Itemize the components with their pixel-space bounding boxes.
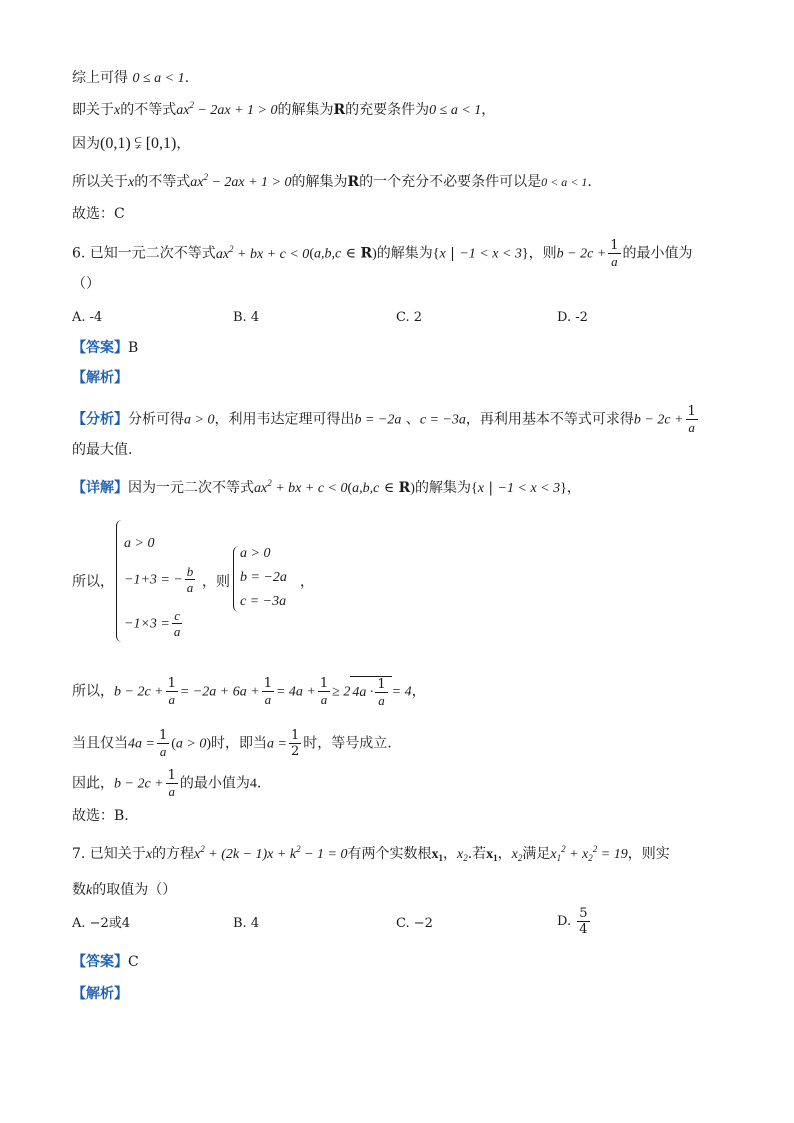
text-line: 即关于x的不等式$ax^2 - 2ax + 1 > 0$的解集为R的充要条件为0 ≤ a < 1， [72,100,496,118]
option-c: C. 2 [396,310,423,325]
conclusion: 因此，b − 2c + $\frac{1}{a}$ 的最小值为4. [72,768,262,799]
option-b: B. 4 [233,310,260,325]
text-line: 因为(0,1) ⫋ [0,1)， [72,135,191,152]
brace [116,520,124,642]
text-line: 所以关于x的不等式$ax^2 - 2ax + 1 > 0$的解集为R的一个充分不必要条件可以是0 < a < 1. [72,172,592,190]
option-c: C. −2 [396,916,433,931]
answer-6: 【答案】B [72,340,139,356]
system-label: 所以， [72,574,114,590]
analysis-heading: 【解析】 [72,986,128,1002]
option-d: D. $\frac{5}{4}$ [557,906,588,937]
system-1: a > 0 −1+3 = − $\frac{b}{a}$ −1×3 = $\frac{c}{a}$ [124,536,194,639]
analysis-text: 【分析】分析可得a > 0，利用韦达定理可得出b = −2a 、c = −3a，再利用基本不等式可求得b − 2c + $\frac{1}{a}$ [72,404,696,435]
answer-line: 故选：C [72,206,125,222]
question-7: 7. 已知关于x的方程$x^2 + (2k - 1)x + k^2 - 1 = 0$有两个实数根$x_1$，$x_2$.若$x_1$，$x_2$满足$x_1^2 + x_2^2 = 19$，则实 [72,844,670,863]
option-a: A. -4 [72,310,103,325]
option-a: A. −2或4 [72,916,131,931]
then-label: ，则 [202,574,230,590]
math-inline: 0 ≤ a < 1 [132,71,185,86]
option-d: D. -2 [557,310,588,325]
question-7-cont: 数k的取值为（） [72,882,177,898]
answer-7: 【答案】C [72,954,139,970]
option-b: B. 4 [233,916,260,931]
equality-condition: 当且仅当4a = $\frac{1}{a}$ (a > 0)时，即当a = $\frac{1}{2}$ 时，等号成立. [72,728,392,759]
system-2: a > 0 b = −2a c = −3a [240,546,287,609]
text-line: 综上可得 0 ≤ a < 1. [72,70,190,86]
answer-line: 故选：B. [72,808,129,824]
derivation: 所以，b − 2c + $\frac{1}{a}$ = −2a + 6a + $\frac{1}{a}$ = 4a + $\frac{1}{a}$ ≥ 2 4a · $\frac{1}{a}$ = 4， [72,676,426,708]
analysis-heading: 【解析】 [72,370,128,386]
question-6: 6. 已知一元二次不等式$ax^2$ + bx + c < 0(a,b,c ∈ R)的解集为{x | −1 < x < 3}，则b − 2c + $\frac{1}{a}$ 的最小值为 [72,238,693,269]
analysis-text-cont: 的最大值. [72,442,133,458]
question-paren: （） [72,276,100,292]
detail-text: 【详解】因为一元二次不等式$ax^2$ + bx + c < 0(a,b,c ∈ R)的解集为{x | −1 < x < 3}， [72,478,581,496]
